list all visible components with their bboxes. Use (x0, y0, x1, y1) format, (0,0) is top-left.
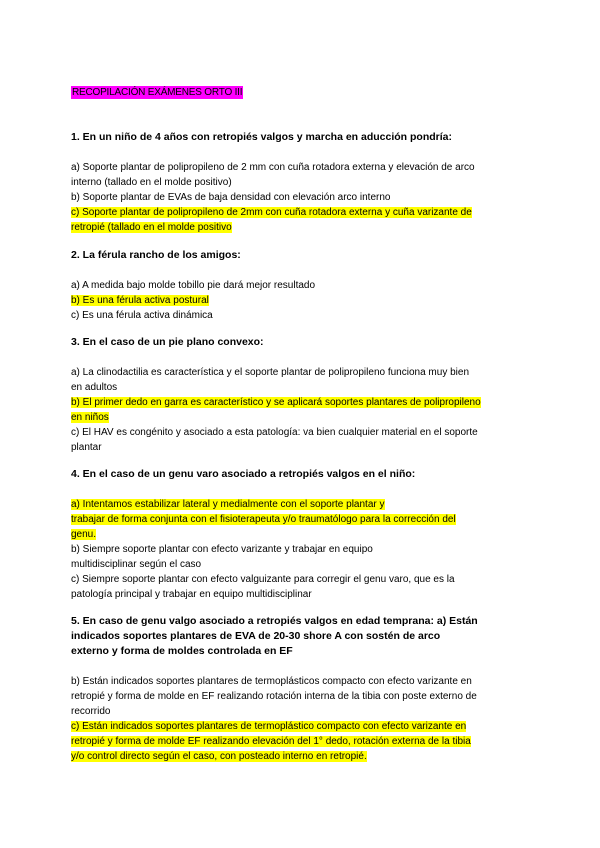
option-b: b) Soporte plantar de EVAs de baja densidad con elevación arco interno (71, 192, 391, 203)
question-heading: 2. La férula rancho de los amigos: (71, 249, 241, 261)
question-heading: 3. En el caso de un pie plano convexo: (71, 336, 264, 348)
question-3 (71, 335, 531, 455)
document-title: RECOPILACIÓN EXÁMENES ORTO III (72, 87, 243, 98)
question-5 (71, 614, 531, 764)
option-a: a) A medida bajo molde tobillo pie dará mejor resultado (71, 280, 316, 291)
question-2 (71, 248, 531, 323)
option-b-highlighted: b) El primer dedo en garra es característico y se aplicará soportes plantares de polipropileno en niños (71, 397, 481, 423)
option-c: c) Es una férula activa dinámica (71, 310, 213, 321)
option-a-highlighted: a) Intentamos estabilizar lateral y medialmente con el soporte plantar y trabajar de forma conjunta con el fisioterapeuta y/o traumatólogo para la corrección del genu. (71, 499, 456, 540)
option-a: a) Soporte plantar de polipropileno de 2 mm con cuña rotadora externa y elevación de arco interno (tallado en el molde positivo) (71, 162, 475, 188)
option-c: c) Siempre soporte plantar con efecto valguizante para corregir el genu varo, que es la patología principal y trabajar en equipo multidisciplinar (71, 574, 455, 600)
question-heading: 5. En caso de genu valgo asociado a retropiés valgos en edad temprana: a) Están indicados soportes plantares de EVA de 20-30 shore A con sostén de arco externo y forma de moldes controlada en EF (71, 615, 478, 657)
question-4 (71, 467, 531, 602)
question-1 (71, 130, 531, 235)
question-heading: 4. En el caso de un genu varo asociado a retropiés valgos en el niño: (71, 468, 416, 480)
question-heading: 1. En un niño de 4 años con retropiés valgos y marcha en aducción pondría: (71, 131, 452, 143)
option-c-highlighted: c) Están indicados soportes plantares de termoplástico compacto con efecto varizante en retropié y forma de molde EF realizando elevación del 1° dedo, rotación externa de la tibia y/o control directo según el caso, con posteado interno en retropié. (71, 721, 471, 762)
option-a: a) La clinodactilia es característica y el soporte plantar de polipropileno funciona muy bien en adultos (71, 367, 470, 393)
option-b: b) Están indicados soportes plantares de termoplásticos compacto con efecto varizante en retropié y forma de molde en EF realizando rotación interna de la tibia con poste externo de recorrido (71, 676, 477, 717)
option-c-highlighted: c) Soporte plantar de polipropileno de 2mm con cuña rotadora externa y cuña varizante de retropié (tallado en el molde positivo (71, 207, 472, 233)
option-b: b) Siempre soporte plantar con efecto varizante y trabajar en equipo multidisciplinar según el caso (71, 544, 373, 570)
option-c: c) El HAV es congénito y asociado a esta patología: va bien cualquier material en el soporte plantar (71, 427, 478, 453)
option-b-highlighted: b) Es una férula activa postural (71, 295, 209, 306)
